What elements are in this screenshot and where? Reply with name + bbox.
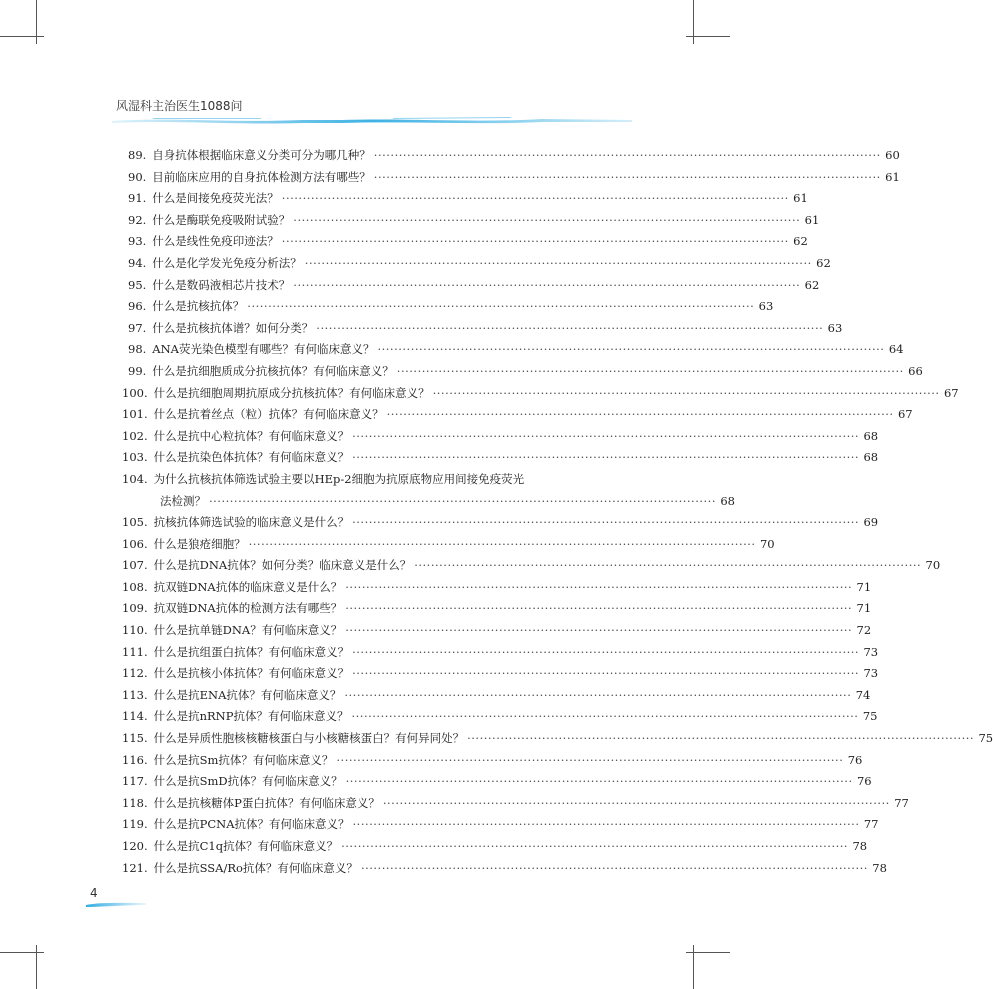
toc-title: 什么是间接免疫荧光法？ (152, 191, 279, 206)
toc-number: 93. (128, 234, 147, 249)
toc-entry[interactable] (120, 318, 843, 340)
toc-number: 106. (122, 536, 148, 551)
toc-page: 63 (758, 299, 774, 314)
toc-title: 抗双链DNA抗体的检测方法有哪些？ (153, 601, 343, 616)
toc-leader: ·························································································································· (341, 839, 849, 853)
toc-title: 什么是异质性胞核核糖核蛋白与小核糖核蛋白？有何异同处？ (153, 731, 465, 746)
toc-page: 64 (888, 342, 904, 357)
toc-leader: ·························································································································· (377, 342, 885, 357)
toc-title: 什么是抗组蛋白抗体？有何临床意义？ (153, 644, 350, 659)
toc-page: 69 (863, 515, 879, 530)
header-decorative-bar (112, 115, 632, 125)
toc-page: 71 (856, 601, 872, 616)
toc-leader: ·························································································································· (352, 450, 860, 465)
toc-leader: ·························································································································· (396, 363, 904, 378)
toc-entry-continuation[interactable] (120, 491, 735, 513)
toc-number: 111. (122, 644, 148, 659)
toc-entry[interactable] (120, 577, 872, 599)
toc-page: 78 (852, 839, 868, 853)
toc-title: 什么是抗SmD抗体？有何临床意义？ (153, 774, 343, 789)
toc-leader: ·························································································································· (281, 191, 789, 206)
toc-page: 70 (925, 558, 941, 573)
toc-entry[interactable] (120, 361, 923, 383)
toc-page: 78 (872, 860, 887, 875)
toc-number: 105. (122, 515, 148, 530)
toc-title: 什么是数码液相芯片技术？ (152, 277, 291, 292)
toc-leader: ·························································································································· (345, 623, 853, 638)
toc-leader: ·························································································································· (247, 299, 755, 314)
toc-number: 95. (128, 277, 147, 292)
toc-entry[interactable] (120, 404, 913, 426)
toc-entry[interactable] (120, 728, 993, 750)
toc-title: 什么是抗SSA/Ro抗体？有何临床意义？ (153, 860, 358, 875)
toc-number: 114. (122, 709, 148, 724)
toc-page: 72 (856, 623, 872, 638)
toc-page: 68 (863, 450, 879, 465)
toc-title: 什么是抗PCNA抗体？有何临床意义？ (153, 817, 350, 832)
toc-number: 117. (122, 774, 148, 789)
toc-number: 94. (128, 255, 147, 270)
toc-entry[interactable] (120, 447, 879, 469)
toc-title: 什么是抗核糖体P蛋白抗体？有何临床意义？ (153, 795, 380, 810)
toc-leader: ·························································································································· (304, 255, 812, 270)
toc-leader: ·························································································································· (352, 515, 860, 530)
toc-page: 76 (856, 774, 872, 789)
toc-number: 120. (122, 839, 148, 853)
toc-leader: ·························································································································· (352, 644, 860, 659)
toc-title: 什么是抗DNA抗体？如何分类？临床意义是什么？ (153, 558, 412, 573)
toc-number: 109. (122, 601, 148, 616)
toc-leader: ·························································································································· (386, 407, 894, 422)
toc-page: 61 (804, 212, 820, 227)
toc-entry[interactable] (120, 706, 878, 728)
toc-leader: ·························································································································· (345, 579, 853, 594)
toc-number: 103. (122, 450, 148, 465)
toc-number: 113. (122, 687, 148, 702)
toc-title: 法检测？ (160, 493, 206, 508)
toc-entry[interactable] (120, 145, 900, 167)
toc-title: 什么是狼疮细胞？ (153, 536, 246, 551)
toc-leader: ·························································································································· (373, 169, 881, 184)
toc-title: 什么是抗细胞周期抗原成分抗核抗体？有何临床意义？ (153, 385, 430, 400)
toc-page: 68 (720, 493, 735, 508)
toc-leader: ·························································································································· (373, 148, 881, 162)
toc-entry[interactable] (120, 836, 868, 858)
toc-page: 75 (862, 709, 878, 724)
toc-leader: ·························································································································· (336, 752, 844, 767)
toc-number: 118. (122, 795, 148, 810)
toc-title: 什么是抗中心粒抗体？有何临床意义？ (153, 428, 350, 443)
toc-entry[interactable] (120, 426, 879, 448)
toc-number: 110. (122, 623, 148, 638)
toc-number: 115. (122, 731, 148, 746)
toc-title: 抗核抗体筛选试验的临床意义是什么？ (153, 515, 350, 530)
toc-entry[interactable] (120, 598, 872, 620)
toc-number: 90. (128, 169, 147, 184)
toc-number: 97. (128, 320, 147, 335)
toc-number: 98. (128, 342, 147, 357)
toc-title: 什么是抗核小体抗体？有何临床意义？ (153, 666, 350, 681)
toc-entry[interactable] (120, 167, 900, 189)
toc-page: 77 (863, 817, 879, 832)
toc-entry[interactable] (120, 685, 871, 707)
toc-page: 62 (816, 255, 831, 270)
toc-number: 119. (122, 817, 148, 832)
toc-leader: ·························································································································· (316, 320, 824, 335)
toc-title: 什么是抗核抗体？ (152, 299, 245, 314)
toc-leader: ·························································································································· (414, 558, 922, 573)
crop-mark (0, 952, 44, 953)
page-number: 4 (90, 886, 98, 900)
toc-leader: ·························································································································· (360, 860, 868, 875)
toc-page: 71 (856, 579, 872, 594)
toc-page: 67 (943, 385, 959, 400)
toc-leader: ·························································································································· (352, 817, 860, 832)
toc-entry[interactable] (120, 750, 863, 772)
toc-number: 107. (122, 558, 148, 573)
toc-title: 什么是抗nRNP抗体？有何临床意义？ (153, 709, 349, 724)
toc-number: 104. (122, 471, 148, 486)
toc-number: 91. (128, 191, 147, 206)
toc-number: 101. (122, 407, 148, 422)
toc-title: ANA荧光染色模型有哪些？有何临床意义？ (152, 342, 375, 357)
toc-leader: ·························································································································· (352, 666, 860, 681)
table-of-contents (120, 145, 993, 879)
toc-title: 什么是线性免疫印迹法？ (152, 234, 279, 249)
toc-page: 62 (804, 277, 820, 292)
toc-number: 108. (122, 579, 148, 594)
toc-page: 62 (793, 234, 808, 249)
toc-leader: ·························································································································· (352, 428, 860, 443)
toc-leader: ·························································································································· (248, 536, 756, 551)
toc-entry[interactable] (120, 642, 879, 664)
toc-title: 什么是抗C1q抗体？有何临床意义？ (153, 839, 339, 853)
toc-entry[interactable] (120, 210, 820, 232)
toc-page: 61 (793, 191, 808, 206)
toc-entry[interactable] (120, 771, 872, 793)
toc-leader: ·························································································································· (351, 709, 859, 724)
toc-page: 63 (827, 320, 843, 335)
toc-entry[interactable] (120, 339, 904, 361)
toc-entry[interactable] (120, 383, 959, 405)
toc-number: 121. (122, 860, 148, 875)
toc-page: 68 (863, 428, 879, 443)
toc-title: 什么是抗着丝点（粒）抗体？有何临床意义？ (153, 407, 384, 422)
toc-number: 112. (122, 666, 148, 681)
toc-number: 99. (128, 363, 147, 378)
toc-entry[interactable] (120, 534, 775, 556)
toc-title: 什么是抗染色体抗体？有何临床意义？ (153, 450, 350, 465)
toc-entry[interactable] (120, 858, 887, 880)
toc-leader: ·························································································································· (432, 385, 940, 400)
toc-leader: ·························································································································· (344, 687, 852, 702)
toc-title: 什么是抗Sm抗体？有何临床意义？ (153, 752, 334, 767)
toc-title: 自身抗体根据临床意义分类可分为哪几种？ (152, 148, 371, 162)
toc-page: 73 (863, 644, 879, 659)
crop-mark (36, 0, 37, 44)
toc-entry[interactable] (120, 275, 820, 297)
toc-entry[interactable] (120, 793, 909, 815)
toc-entry[interactable] (120, 814, 879, 836)
toc-page: 75 (978, 731, 993, 746)
toc-page: 60 (885, 148, 900, 162)
toc-entry[interactable] (120, 663, 879, 685)
toc-leader: ·························································································································· (467, 731, 975, 746)
toc-title: 什么是抗核抗体谱？如何分类？ (152, 320, 314, 335)
toc-number: 116. (122, 752, 148, 767)
toc-entry[interactable] (120, 469, 630, 491)
toc-title: 什么是抗细胞质成分抗核抗体？有何临床意义？ (152, 363, 394, 378)
toc-entry[interactable] (120, 188, 808, 210)
toc-entry[interactable] (120, 253, 831, 275)
toc-title: 什么是抗ENA抗体？有何临床意义？ (153, 687, 342, 702)
crop-mark (693, 0, 694, 44)
toc-number: 89. (128, 148, 147, 162)
toc-leader: ·························································································································· (293, 277, 801, 292)
toc-title: 目前临床应用的自身抗体检测方法有哪些？ (152, 169, 371, 184)
toc-leader: ·························································································································· (345, 601, 853, 616)
running-header-title: 风湿科主治医生1088问 (116, 99, 243, 113)
toc-leader: ·························································································································· (382, 795, 890, 810)
toc-page: 76 (847, 752, 863, 767)
crop-mark (686, 36, 730, 37)
toc-number: 92. (128, 212, 147, 227)
toc-entry[interactable] (120, 231, 808, 253)
crop-mark (686, 952, 730, 953)
toc-entry[interactable] (120, 296, 774, 318)
crop-mark (0, 36, 44, 37)
toc-page: 74 (855, 687, 871, 702)
toc-page: 67 (897, 407, 913, 422)
toc-entry[interactable] (120, 620, 872, 642)
toc-entry[interactable] (120, 555, 941, 577)
toc-title: 抗双链DNA抗体的临床意义是什么？ (153, 579, 343, 594)
toc-page: 73 (863, 666, 879, 681)
toc-page: 61 (885, 169, 900, 184)
toc-number: 100. (122, 385, 148, 400)
toc-title: 什么是化学发光免疫分析法？ (152, 255, 302, 270)
footer-decorative-bar (86, 900, 146, 908)
toc-leader: ·························································································································· (281, 234, 789, 249)
toc-title: 什么是抗单链DNA？有何临床意义？ (153, 623, 343, 638)
toc-page: 70 (759, 536, 775, 551)
toc-title: 什么是酶联免疫吸附试验？ (152, 212, 291, 227)
toc-page: 66 (908, 363, 923, 378)
toc-leader: ·························································································································· (345, 774, 853, 789)
toc-page: 77 (894, 795, 909, 810)
toc-number: 96. (128, 299, 147, 314)
toc-leader: ·························································································································· (209, 493, 716, 508)
toc-leader: ·························································································································· (293, 212, 801, 227)
toc-title: 为什么抗核抗体筛选试验主要以HEp-2细胞为抗原底物应用间接免疫荧光 (153, 471, 525, 486)
toc-entry[interactable] (120, 512, 879, 534)
toc-number: 102. (122, 428, 148, 443)
